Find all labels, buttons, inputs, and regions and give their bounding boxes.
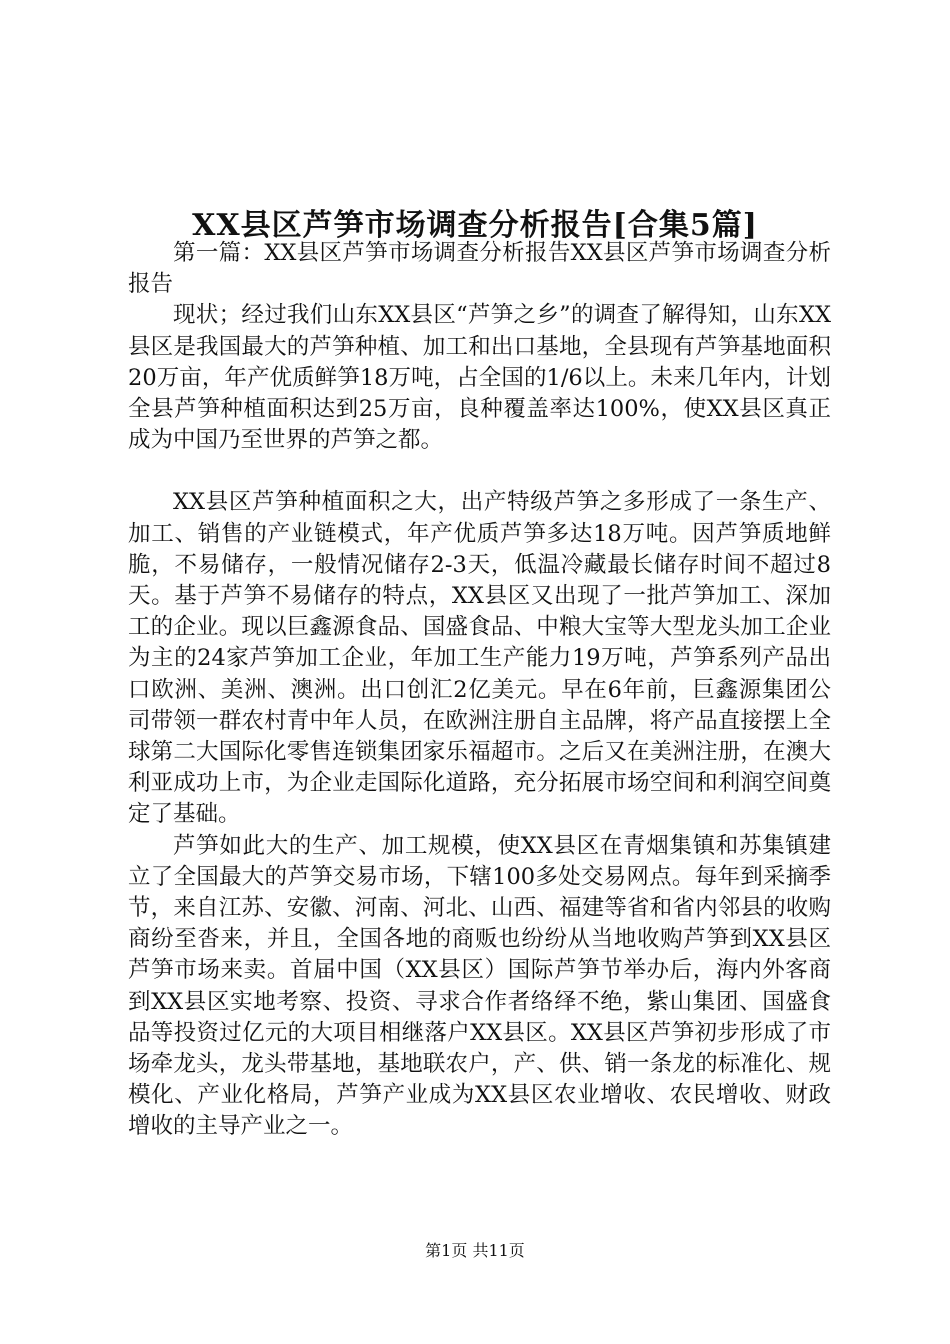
paragraph-heading: 第一篇：XX县区芦笋市场调查分析报告XX县区芦笋市场调查分析报告	[128, 240, 831, 298]
document-title: XX县区芦笋市场调查分析报告[合集5篇]	[192, 208, 758, 244]
paragraph-industry-chain: XX县区芦笋种植面积之大，出产特级芦笋之多形成了一条生产、加工、销售的产业链模式，年产优质芦笋多达18万吨。因芦笋质地鲜脆，不易储存，一般情况储存2-3天，低温冷藏最长储存时间不超过8天。基于芦笋不易储存的特点，XX县区又出现了一批芦笋加工、深加工的企业。现以巨鑫源食品、国盛食品、中粮大宝等大型龙头加工企业为主的24家芦笋加工企业，年加工生产能力19万吨，芦笋系列产品出口欧洲、美洲、澳洲。出口创汇2亿美元。早在6年前，巨鑫源集团公司带领一群农村青中年人员，在欧洲注册自主品牌，将产品直接摆上全球第二大国际化零售连锁集团家乐福超市。之后又在美洲注册，在澳大利亚成功上市，为企业走国际化道路，充分拓展市场空间和利润空间奠定了基础。	[128, 489, 831, 828]
page-footer: 第1页 共11页	[425, 1241, 525, 1260]
paragraph-status: 现状；经过我们山东XX县区“芦笋之乡”的调查了解得知，山东XX县区是我国最大的芦笋种植、加工和出口基地，全县现有芦笋基地面积20万亩，年产优质鲜笋18万吨，占全国的1/6以上。未来几年内，计划全县芦笋种植面积达到25万亩，良种覆盖率达100%，使XX县区真正成为中国乃至世界的芦笋之都。	[128, 302, 831, 454]
paragraph-market: 芦笋如此大的生产、加工规模，使XX县区在青烟集镇和苏集镇建立了全国最大的芦笋交易市场，下辖100多处交易网点。每年到采摘季节，来自江苏、安徽、河南、河北、山西、福建等省和省内邻县的收购商纷至沓来，并且，全国各地的商贩也纷纷从当地收购芦笋到XX县区芦笋市场来卖。首届中国（XX县区）国际芦笋节举办后，海内外客商到XX县区实地考察、投资、寻求合作者络绎不绝，紫山集团、国盛食品等投资过亿元的大项目相继落户XX县区。XX县区芦笋初步形成了市场牵龙头，龙头带基地，基地联农户，产、供、销一条龙的标准化、规模化、产业化格局，芦笋产业成为XX县区农业增收、农民增收、财政增收的主导产业之一。	[128, 832, 831, 1140]
document-body	[128, 238, 831, 1143]
